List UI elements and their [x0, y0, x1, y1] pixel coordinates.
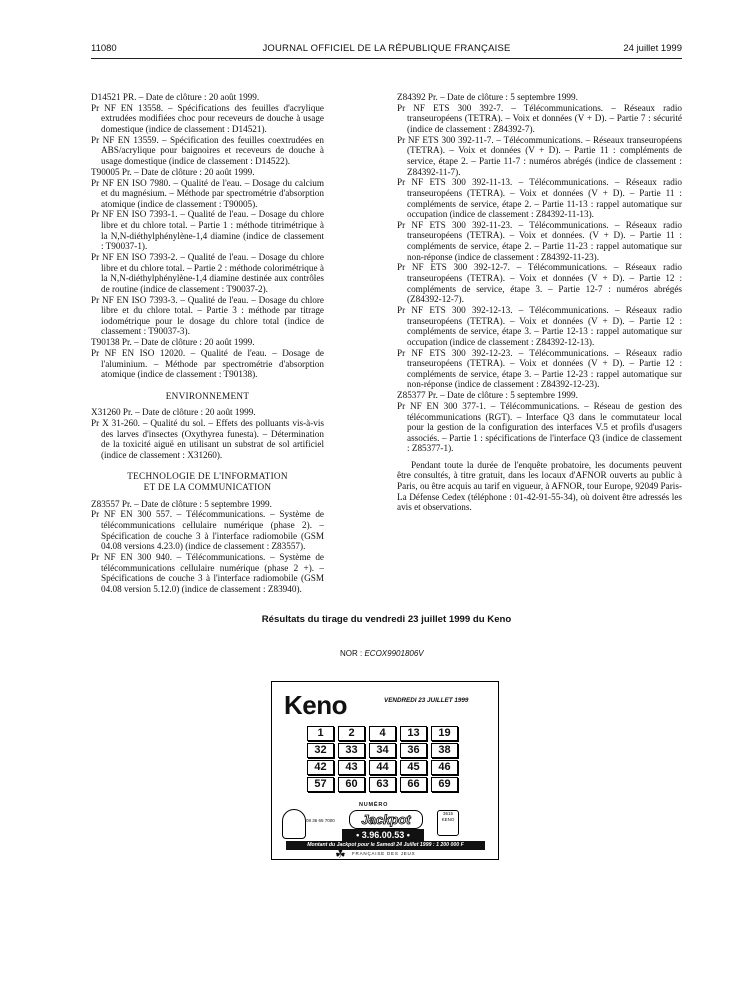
drawn-number: 4 — [369, 726, 396, 741]
entry: Z84392 Pr. – Date de clôture : 5 septembre 1999. — [397, 92, 578, 102]
keno-ticket — [271, 681, 499, 860]
nor-reference — [340, 649, 424, 658]
drawn-number: 13 — [400, 726, 427, 741]
entry: Pr X 31-260. – Qualité du sol. – Effets des polluants vis-à-vis des larves d'insectes (Oxythyrea funesta). – Détermination de la toxicité aiguë en utilisant un substrat de sol artificiel (indice de classement : X31260). — [91, 418, 324, 460]
journal-title: JOURNAL OFFICIEL DE LA RÉPUBLIQUE FRANÇAISE — [262, 43, 511, 54]
entry: Pr NF EN 13558. – Spécifications des feuilles d'acrylique extrudées modifiées choc pour receveurs de douche à usage domestique (indice de classement : D14521). — [91, 102, 324, 134]
entry: Pr NF EN ISO 7393-1. – Qualité de l'eau. – Dosage du chlore libre et du chlore total. – Partie 1 : méthode titrimétrique à la N,N-diéthylphénylène-1,4 diamine (indice de classement : T90037-1). — [91, 209, 324, 252]
keno-logo: Keno — [284, 690, 347, 720]
drawn-number: 44 — [369, 760, 396, 775]
page-header — [91, 43, 682, 57]
drawn-number: 19 — [431, 726, 458, 741]
entry: Pr NF EN 300 557. – Télécommunications. – Système de télécommunications cellulaire numérique (phase 2). – Spécification de couche 3 à l'interface radiomobile (GSM 04.08 versions 4.23.0) (indice de classement : Z83557). — [91, 509, 324, 552]
entry: T90138 Pr. – Date de clôture : 20 août 1999. — [91, 337, 255, 348]
issue-date: 24 juillet 1999 — [623, 43, 682, 54]
results-title: Résultats du tirage du vendredi 23 juillet 1999 du Keno — [261, 614, 512, 625]
drawn-number: 36 — [400, 743, 427, 758]
drawn-number: 69 — [431, 777, 458, 792]
drawn-number: 63 — [369, 777, 396, 792]
header-rule — [91, 58, 682, 59]
entry: Pr NF ETS 300 392-11-23. – Télécommunications. – Réseaux radio transeuropéens (TETRA). – Voix et données. (V + D). – Partie 11 : compléments de service, étape 2. – Partie 11-23 : rappel automatique sur non-réponse (indice de classement : Z84392-11-23). — [397, 219, 682, 262]
entry: T90005 Pr. – Date de clôture : 20 août 1999. — [91, 166, 255, 177]
entry: Pr NF EN 300 377-1. – Télécommunications. – Réseau de gestion des télécommunications (RGT). – Interface Q3 dans le commutateur local pour la gestion de la configuration des interfaces V.5 et profils d'usagers associés. – Partie 1 : spécifications de l'interface Q3 (indice de classement : Z85377-1). — [397, 400, 682, 454]
entry: D14521 PR. – Date de clôture : 20 août 1999. — [91, 92, 260, 102]
jackpot-number: • 3.96.00.53 • — [342, 829, 424, 841]
entry: Pr NF EN ISO 7393-2. – Qualité de l'eau. – Dosage du chlore libre et du chlore total. – Partie 2 : méthode colorimétrique à la N,N-diéthylphénylène-1,4 diamine destinée aux contrôles de routine (indice de classement : T90037-2). — [91, 252, 324, 294]
section-heading-line: ET DE LA COMMUNICATION — [143, 482, 272, 493]
jackpot-banner: Montant du Jackpot pour le Samedi 24 Juillet 1999 : 1 200 000 F — [286, 841, 485, 850]
entry: X31260 Pr. – Date de clôture : 20 août 1999. — [91, 407, 256, 418]
drawn-number: 43 — [338, 760, 365, 775]
numero-label: NUMÉRO — [359, 802, 389, 808]
nor-code: ECOX9901806V — [364, 649, 424, 658]
section-heading-environnement: ENVIRONNEMENT — [165, 390, 250, 401]
entry: Pr NF EN ISO 12020. – Qualité de l'eau. – Dosage de l'aluminium. – Méthode par spectrométrie d'absorption atomique (indice de classement : T90138). — [91, 347, 324, 380]
entry: Pr NF EN ISO 7980. – Qualité de l'eau. – Dosage du calcium et du magnésium. – Méthode par spectrométrie d'absorption atomique (indice de classement : T90005). — [91, 177, 324, 209]
page-number: 11080 — [91, 43, 117, 54]
entry: Pr NF ETS 300 392-11-7. – Télécommunications. – Réseaux transeuropéens (TETRA). – Voix et données (V + D). – Partie 11 : compléments de service, étape 2. – Partie 11-7 : numéros abrégés (indice de classement : Z84392-11-7). — [397, 134, 682, 177]
entry: Pr NF ETS 300 392-11-13. – Télécommunications. – Réseaux radio transeuropéens (TETRA). – Voix et données (V + D). – Partie 11 : compléments de service, étape 2. – Partie 11-13 : rappel automatique sur occupation (indice de classement : Z84392-11-13). — [397, 177, 682, 220]
draw-date: VENDREDI 23 JUILLET 1999 — [384, 697, 469, 704]
drawn-number: 1 — [307, 726, 334, 741]
phone-icon — [282, 809, 306, 839]
numbers-grid — [307, 726, 457, 792]
drawn-number: 57 — [307, 777, 334, 792]
drawn-number: 33 — [338, 743, 365, 758]
section-heading-line: TECHNOLOGIE DE L'INFORMATION — [127, 471, 288, 482]
drawn-number: 60 — [338, 777, 365, 792]
drawn-number: 2 — [338, 726, 365, 741]
entry: Z85377 Pr. – Date de clôture : 5 septembre 1999. — [397, 390, 578, 401]
fdj-brand: FRANÇAISE DES JEUX — [352, 851, 416, 856]
drawn-number: 46 — [431, 760, 458, 775]
clover-icon: ☘ — [335, 847, 346, 861]
entry: Pr NF EN 13559. – Spécification des feuilles coextrudées en ABS/acrylique pour baignoires et receveurs de douche à usage domestique (indice de classement : D14522). — [91, 134, 324, 166]
nor-label: NOR : — [340, 649, 363, 658]
right-column — [397, 92, 682, 522]
entry: Pr NF ETS 300 392-12-7. – Télécommunications. – Réseaux radio transeuropéens (TETRA). – Voix et données (V + D). – Partie 12 : compléments de service, étape 3. – Partie 12-7 : numéros abrégés (Z84392-12-7). — [397, 262, 682, 305]
jackpot-logo: Jackpot — [349, 810, 423, 829]
drawn-number: 34 — [369, 743, 396, 758]
entry: Pr NF ETS 300 392-12-13. – Télécommunications. – Réseaux radio transeuropéens (TETRA). – Voix et données (V + D). – Partie 12 : compléments de service, étape 3. – Partie 12-13 : rappel automatique sur occupation (indice de classement : Z84392-12-13). — [397, 305, 682, 347]
drawn-number: 66 — [400, 777, 427, 792]
closing-paragraph: Pendant toute la durée de l'enquête probatoire, les documents peuvent être consultés, à titre gratuit, dans les locaux d'AFNOR ouverts au public à Paris, ou être acquis au tarif en vigueur, à AFNOR, tour Europe, 92049 Paris-La Défense Cedex (téléphone : 01-42-91-55-34), où doivent être adressés les avis et observations. — [397, 459, 682, 513]
left-column — [91, 92, 324, 594]
entry: Pr NF ETS 300 392-7. – Télécommunications. – Réseaux radio transeuropéens (TETRA). – Voix et données (V + D). – Partie 7 : sécurité (indice de classement : Z84392-7). — [397, 102, 682, 134]
section-heading-technologie — [91, 471, 324, 492]
drawn-number: 32 — [307, 743, 334, 758]
minitel-icon: 3615 KENO — [437, 810, 459, 836]
drawn-number: 38 — [431, 743, 458, 758]
entry: Pr NF EN ISO 7393-3. – Qualité de l'eau. – Dosage du chlore libre et du chlore total. – Partie 3 : méthode par titrage iodométrique pour le dosage du chlore total (indice de classement : T90037-3). — [91, 294, 324, 337]
entry: Pr NF EN 300 940. – Télécommunications. – Système de télécommunications cellulaire numérique (phase 2 +). – Spécifications de couche 3 à l'interface radiomobile (GSM 04.08 version 5.12.0) (indice de classement : Z83940). — [91, 552, 324, 594]
drawn-number: 42 — [307, 760, 334, 775]
entry: Z83557 Pr. – Date de clôture : 5 septembre 1999. — [91, 498, 272, 509]
entry: Pr NF ETS 300 392-12-23. – Télécommunications. – Réseaux radio transeuropéens (TETRA). – Voix et données (V + D). – Partie 12 : compléments de service, étape 3. – Partie 12-23 : rappel automatique sur non-réponse (indice de classement : Z84392-12-23). — [397, 347, 682, 390]
drawn-number: 45 — [400, 760, 427, 775]
phone-number: 08 36 65 7000 — [306, 818, 335, 823]
